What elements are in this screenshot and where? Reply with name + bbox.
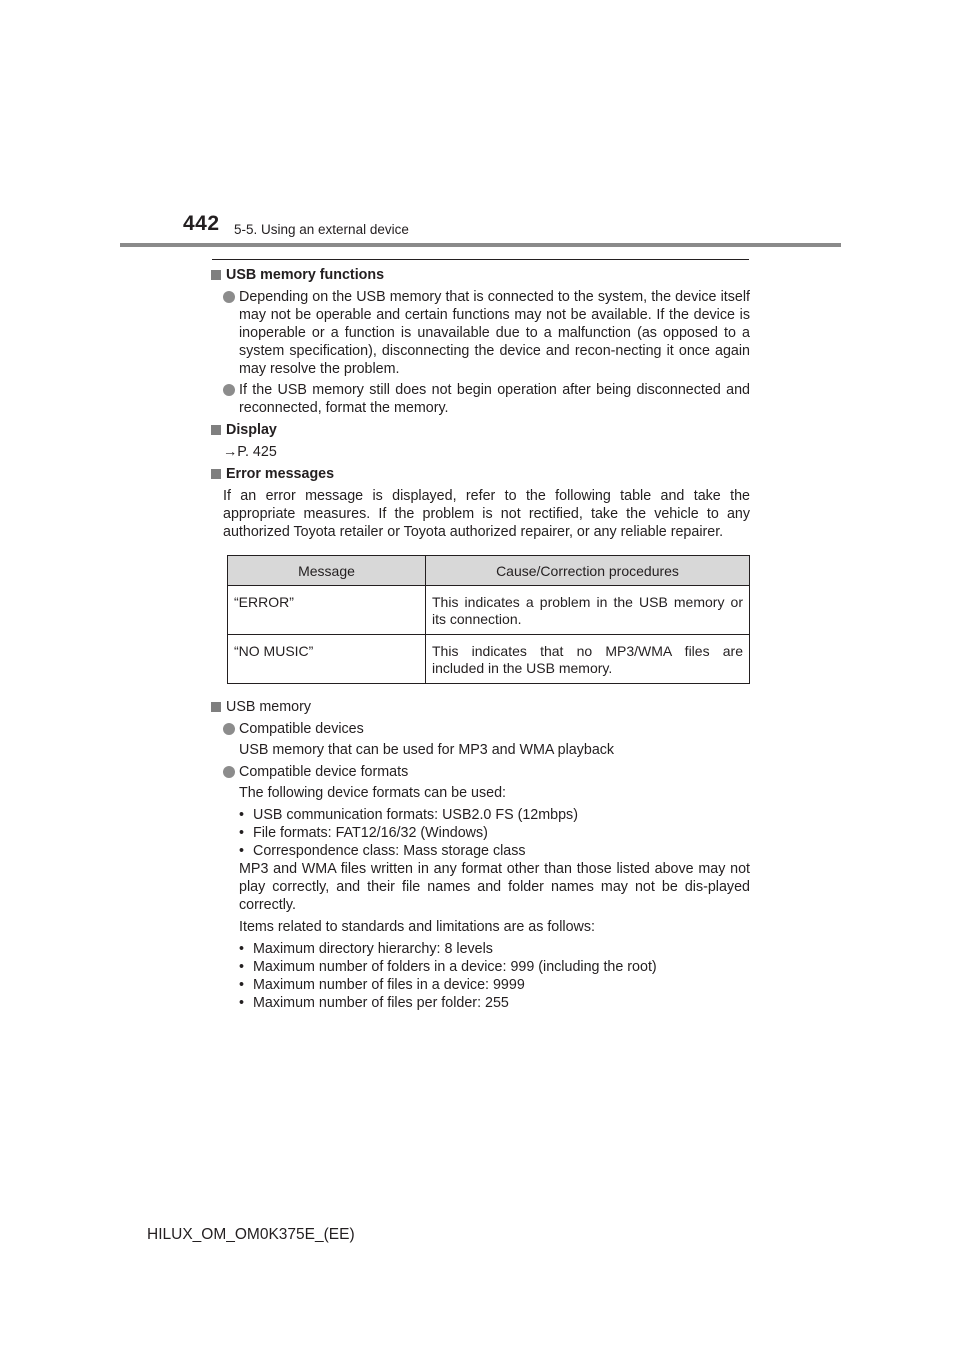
error-messages-heading: Error messages bbox=[210, 465, 750, 483]
list-item: Compatible devices bbox=[210, 720, 750, 738]
list-item: • File formats: FAT12/16/32 (Windows) bbox=[239, 825, 488, 841]
page-number: 442 bbox=[183, 212, 220, 235]
square-bullet-icon bbox=[211, 425, 221, 435]
list-item: If the USB memory still does not begin operation after being disconnected and reconnected, format the memory. bbox=[210, 381, 750, 417]
limits-list bbox=[239, 940, 750, 1012]
square-bullet-icon bbox=[211, 469, 221, 479]
circle-bullet-icon bbox=[223, 723, 235, 735]
table-cell-cause: This indicates a problem in the USB memory or its connection. bbox=[426, 586, 750, 635]
formats-list bbox=[239, 806, 750, 860]
table-header-cause: Cause/Correction procedures bbox=[426, 556, 750, 586]
list-item: • Maximum number of files per folder: 255 bbox=[239, 995, 509, 1011]
section-title: 5-5. Using an external device bbox=[234, 222, 409, 237]
circle-bullet-icon bbox=[223, 384, 235, 396]
display-page-reference: →P. 425 bbox=[223, 444, 277, 460]
table-header-row bbox=[228, 556, 750, 586]
list-item: Compatible device formats bbox=[210, 763, 750, 781]
square-bullet-icon bbox=[211, 270, 221, 280]
formats-intro: The following device formats can be used: bbox=[239, 785, 507, 801]
page-content bbox=[210, 266, 750, 1012]
section-divider bbox=[212, 259, 749, 260]
compatible-devices-text: USB memory that can be used for MP3 and WMA playback bbox=[239, 742, 615, 758]
circle-bullet-icon bbox=[223, 291, 235, 303]
header-rule bbox=[120, 243, 841, 247]
table-cell-message: “NO MUSIC” bbox=[228, 635, 426, 684]
list-item: • Maximum directory hierarchy: 8 levels bbox=[239, 941, 493, 957]
list-item: Depending on the USB memory that is connected to the system, the device itself may not be operable and certain functions may not be available. If the device is inoperable or a function is unavailable due to a malfunction (as opposed to a system specification), disconnecting the device and recon-necting it once again may resolve the problem. bbox=[210, 288, 750, 378]
usb-functions-heading: USB memory functions bbox=[210, 266, 750, 284]
usb-memory-heading: USB memory bbox=[210, 698, 750, 716]
formats-note: MP3 and WMA files written in any format other than those listed above may not play correctly, and their file names and folder names may not be dis-played correctly. bbox=[239, 861, 750, 913]
table-row bbox=[228, 635, 750, 684]
display-heading: Display bbox=[210, 421, 750, 439]
list-item: • Maximum number of files in a device: 9999 bbox=[239, 977, 525, 993]
circle-bullet-icon bbox=[223, 766, 235, 778]
list-item: • Maximum number of folders in a device: 999 (including the root) bbox=[239, 959, 657, 975]
list-item: • USB communication formats: USB2.0 FS (12mbps) bbox=[239, 807, 578, 823]
table-cell-cause: This indicates that no MP3/WMA files are included in the USB memory. bbox=[426, 635, 750, 684]
limits-intro: Items related to standards and limitations are as follows: bbox=[239, 919, 596, 935]
document-id: HILUX_OM_OM0K375E_(EE) bbox=[147, 1226, 355, 1243]
table-row bbox=[228, 586, 750, 635]
list-item: • Correspondence class: Mass storage class bbox=[239, 843, 526, 859]
table-cell-message: “ERROR” bbox=[228, 586, 426, 635]
error-messages-intro: If an error message is displayed, refer to the following table and take the appropriate measures. If the problem is not rectified, take the vehicle to any authorized Toyota retailer or Toyota authorized repairer, or any reliable repairer. bbox=[223, 488, 750, 540]
error-message-table bbox=[227, 555, 750, 684]
square-bullet-icon bbox=[211, 702, 221, 712]
table-header-message: Message bbox=[228, 556, 426, 586]
